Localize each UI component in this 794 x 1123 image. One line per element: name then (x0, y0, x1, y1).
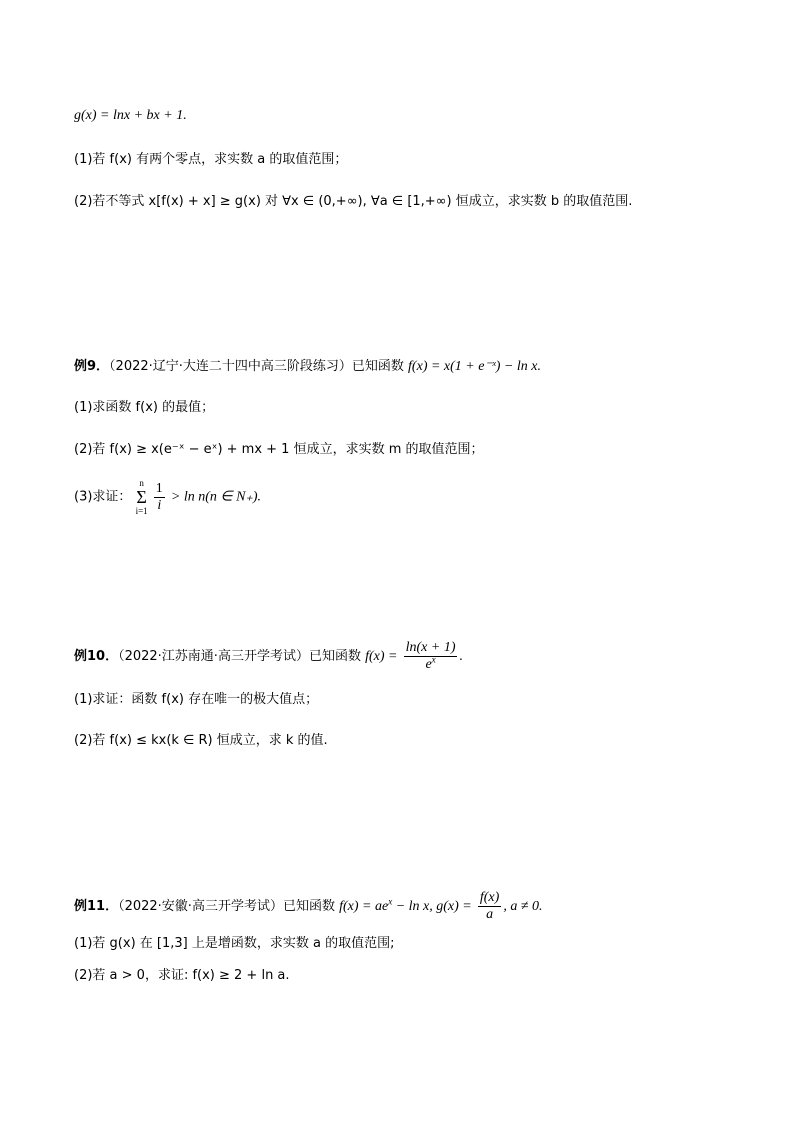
example-10-q2: (2)若 f(x) ≤ kx(k ∈ R) 恒成立，求 k 的值. (74, 733, 328, 748)
intro-formula: g(x) = lnx + bx + 1. (74, 108, 187, 123)
example-9-source: （2022·辽宁·大连二十四中高三阶段练习）已知函数 (109, 359, 404, 374)
example-9-function: f(x) = x(1 + e⁻ˣ) − ln x. (408, 359, 542, 374)
example-11-label: 例11． (74, 899, 119, 914)
summation-symbol: n Σ i=1 (135, 478, 148, 516)
example-11-source: （2022·安徽·高三开学考试）已知函数 (118, 899, 335, 914)
example-9-heading (74, 357, 541, 377)
example-11-function: $f(x) = ae^x - \ln x$, g(x) = (339, 896, 472, 914)
example-9-q1: (1)求函数 f(x) 的最值； (74, 400, 215, 415)
fraction-1-over-i: $\frac{1}{i}$ (155, 480, 163, 513)
example-10-label: 例10． (74, 649, 119, 664)
question-2: (2)若不等式 x[f(x) + x] ≥ g(x) 对 ∀x ∈ (0,+∞), ∀a ∈ [1,+∞) 恒成立，求实数 b 的取值范围. (74, 194, 633, 209)
example-9-q3 (74, 478, 261, 516)
example-11-q2: (2)若 a > 0，求证: f(x) ≥ 2 + ln a. (74, 968, 290, 983)
example-11-q1: (1)若 g(x) 在 [1,3] 上是增函数，求实数 a 的取值范围; (74, 936, 395, 951)
fraction-ln-over-exp: $\frac{\ln(x + 1)}{e^x}$ (405, 640, 456, 672)
example-11-heading: 例11．（2022·安徽·高三开学考试）已知函数 $f(x) = ae^x - \ln x$, g(x) = $\frac{f(x)}{a}$ , a ≠ 0. (74, 890, 543, 922)
example-9-q3-prefix: (3)求证： (74, 489, 132, 505)
example-9-q3-rest: > ln n(n ∈ N₊). (170, 489, 262, 505)
example-10-function: f(x) = (365, 649, 398, 664)
question-1: (1)若 f(x) 有两个零点，求实数 a 的取值范围； (74, 152, 348, 167)
fraction-f-over-a: $\frac{f(x)}{a}$ (479, 890, 500, 922)
example-10-heading: 例10．（2022·江苏南通·高三开学考试）已知函数 f(x) = $\frac{\ln(x + 1)}{e^x}$ . (74, 640, 463, 672)
example-9-label: 例9． (74, 359, 110, 374)
example-10-source: （2022·江苏南通·高三开学考试）已知函数 (118, 649, 361, 664)
example-10-q1: (1)求证：函数 f(x) 存在唯一的极大值点； (74, 692, 319, 707)
example-9-q2: (2)若 f(x) ≥ x(e⁻ˣ − eˣ) + mx + 1 恒成立，求实数 m 的取值范围； (74, 442, 484, 457)
